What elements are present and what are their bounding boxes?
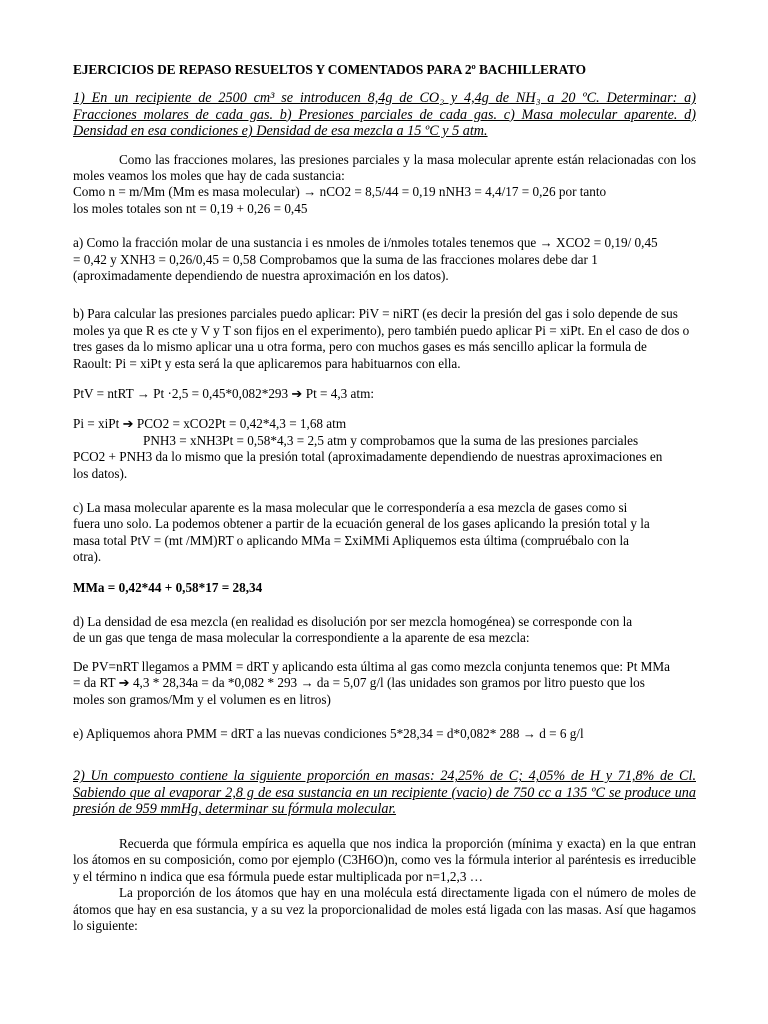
ex2-paragraph-1: Recuerda que fórmula empírica es aquella que nos indica la proporción (mínima y exacta) en la que entran los átomos en su composición, como por ejemplo (C3H6O)n, como ves la fórmula interior al paréntesis es irreducible y el término n indica que esa fórmula puede estar multiplicada por n=1,2,3 … xyxy=(73,835,696,884)
ex1-intro-paragraph: Como las fracciones molares, las presiones parciales y la masa molecular aprente están relacionadas con los moles veamos los moles que hay de cada sustancia: xyxy=(73,151,696,183)
part-b-pco2: Pi = xiPt ➔ PCO2 = xCO2Pt = 0,42*4,3 = 1,68 atm xyxy=(73,416,347,432)
part-b-total-pressure: PtV = ntRT → Pt ·2,5 = 0,45*0,082*293 ➔ Pt = 4,3 atm: xyxy=(73,385,374,401)
document-page xyxy=(73,62,696,934)
part-d-line-1: d) La densidad de esa mezcla (en realidad es disolución por ser mezcla homogénea) se corresponde con la xyxy=(73,614,633,630)
part-b-pnh3: PNH3 = xNH3Pt = 0,58*4,3 = 2,5 atm y comprobamos que la suma de las presiones parciales xyxy=(143,432,639,448)
part-b-line-2: moles ya que R es cte y V y T son fijos en el experimento), pero también puedo aplicar Pi = xiPt. En el caso de dos o xyxy=(73,322,690,338)
part-b-line-3: tres gases da lo mismo aplicar una u otra forma, pero con muchos gases es más sencillo aplicar la formula de xyxy=(73,339,647,355)
ex2-paragraph-2: La proporción de los átomos que hay en una molécula está directamente ligada con el número de moles de átomos que hay en esa sustancia, y a su vez la proporcionalidad de moles está ligada con las masas. Así que hagamos lo siguiente: xyxy=(73,885,696,933)
part-c-line-3: masa total PtV = (mt /MM)RT o aplicando MMa = ΣxiMMi Apliquemos esta última (compruébalo con la xyxy=(73,532,630,548)
part-d-line-5: moles son gramos/Mm y el volumen es en litros) xyxy=(73,691,331,707)
part-b-sum-line: PCO2 + PNH3 da lo mismo que la presión total (aproximadamente dependiendo de nuestras aproximaciones en xyxy=(73,449,663,465)
part-c-result: MMa = 0,42*44 + 0,58*17 = 28,34 xyxy=(73,579,263,595)
ex1-total-moles-line: los moles totales son nt = 0,19 + 0,26 = 0,45 xyxy=(73,200,308,216)
ex1-moles-line: Como n = m/Mm (Mm es masa molecular) → nCO2 = 8,5/44 = 0,19 nNH3 = 4,4/17 = 0,26 por tanto xyxy=(73,184,607,200)
part-a-line-2: = 0,42 y XNH3 = 0,26/0,45 = 0,58 Comprobamos que la suma de las fracciones molares debe dar 1 xyxy=(73,251,598,267)
part-b-line-1: b) Para calcular las presiones parciales puedo aplicar: PiV = niRT (es decir la presión del gas i solo depende de sus xyxy=(73,306,678,322)
part-c-line-4: otra). xyxy=(73,549,102,565)
part-a-line-3: (aproximadamente dependiendo de nuestra aproximación en los datos). xyxy=(73,267,449,283)
exercise-2-statement: 2) Un compuesto contiene la siguiente proporción en masas: 24,25% de C; 4,05% de H y 71,8% de Cl. Sabiendo que al evaporar 2,8 g de esa sustancia en un recipiente (vacio) de 750 cc a 135 ºC se produce una presión de 959 mmHg, determinar su fórmula molecular. xyxy=(73,768,696,818)
part-d-line-2: de un gas que tenga de masa molecular la correspondiente a la aparente de esa mezcla: xyxy=(73,630,530,646)
part-d-line-4: = da RT ➔ 4,3 * 28,34a = da *0,082 * 293 → da = 5,07 g/l (las unidades son gramos por litro puesto que los xyxy=(73,675,645,691)
part-c-line-2: fuera uno solo. La podemos obtener a partir de la ecuación general de los gases aplicando la presión total y la xyxy=(73,516,650,532)
part-b-last-line: los datos). xyxy=(73,465,128,481)
part-c-line-1: c) La masa molecular aparente es la masa molecular que le correspondería a esa mezcla de gases como si xyxy=(73,500,628,515)
part-d-line-3: De PV=nRT llegamos a PMM = dRT y aplicando esta última al gas como mezcla conjunta tenemos que: Pt MMa xyxy=(73,658,670,674)
part-b-line-4: Raoult: Pi = xiPt y esta será la que aplicaremos para habituarnos con ella. xyxy=(73,355,461,371)
part-e-line: e) Apliquemos ahora PMM = dRT a las nuevas condiciones 5*28,34 = d*0,082* 288 → d = 6 g/l xyxy=(73,726,584,742)
part-a-line-1: a) Como la fracción molar de una sustancia i es nmoles de i/nmoles totales tenemos que → XCO2 = 0,19/ 0,45 xyxy=(73,235,658,251)
exercise-1-statement: 1) En un recipiente de 2500 cm³ se introducen 8,4g de CO₂ y 4,4g de NH₃ a 20 ºC. Determinar: a) Fracciones molares de cada gas. b) Presiones parciales de cada gas. c) Masa molecular aparente. d) Densidad en esa condiciones e) Densidad de esa mezcla a 15 ºC y 5 atm. xyxy=(73,90,696,139)
document-title: EJERCICIOS DE REPASO RESUELTOS Y COMENTADOS PARA 2º BACHILLERATO xyxy=(73,62,586,77)
